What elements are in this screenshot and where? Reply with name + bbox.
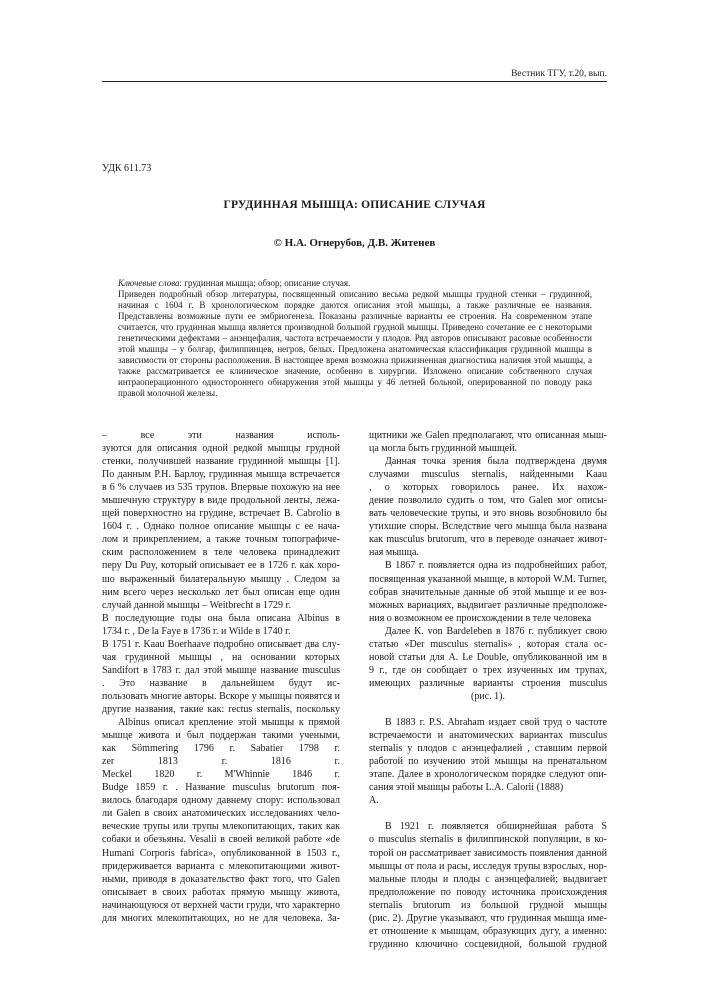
text-line: посвященная указанной мышце, в которой W.M. Turner, (369, 573, 607, 585)
text-line: ет отношение к мышцам, образующих дугу, а именно: (369, 925, 607, 937)
text-line: Далее K. von Bardeleben в 1876 г. публикует свою (385, 625, 607, 637)
text-line: Данная точка зрения была подтверждена двумя (385, 456, 607, 468)
article-authors: © Н.А. Огнерубов, Д.В. Житенев (273, 237, 436, 249)
text-line: утихшие споры. Вследствие чего мышца была названа (369, 521, 607, 533)
abstract (118, 278, 592, 399)
body-column-right (369, 429, 607, 951)
text-line: sternalis у плодов с анэнцефалией , ставшим первой (369, 743, 607, 755)
text-line: ца могла быть грудинной мышцей. (369, 443, 518, 455)
text-line: 9 г., где он сообщает о трех изученных им трупах, (369, 664, 607, 676)
article-title: ГРУДИННАЯ МЫШЦА: ОПИСАНИЕ СЛУЧАЯ (223, 199, 486, 211)
text-line: (рис. 1). (471, 690, 505, 702)
text-line: Sandifort в 1783 г. дал этой мышце название musculus (102, 664, 340, 676)
text-line: предположение по поводу источника происхождения (369, 886, 607, 898)
keywords-label: Ключевые слова (118, 278, 180, 288)
udk-code: УДК 611.73 (102, 163, 152, 174)
text-line: Albinus описал крепление этой мышцы к прямой (118, 717, 340, 729)
text-line (369, 807, 607, 820)
text-line: начинающуюся от верхней части груди, что характерно (102, 899, 340, 911)
text-line: Humani Corporis fabrica», опубликованной в 1503 г., (102, 847, 340, 859)
text-line: новой статьи для A. Le Double, опубликованной им в (369, 651, 607, 663)
keywords-line (118, 278, 592, 289)
text-line: По данным Р.Н. Барлоу, грудинная мышца встречается (102, 469, 340, 481)
abstract-text: Приведен подробный обзор литературы, посвященный описанию весьма редкой мышцы грудной стенки – грудинной, начиная с 1604 г. В хронологическом порядке даются описания этой мышцы, а также различные ее названия. Представлены возможные пути ее эмбриогенеза. Показаны различные варианты ее строения. На современном этапе считается, что грудинная мышца является производной большой грудной мышцы. Приведено сочетание ее с некоторыми генетическими дефектами – анэнцефалия, частота встречаемости у плодов. Ряд авторов описывают расовые особенности этой мышцы – у болгар, филиппинцев, негров, белых. Предложена анатомическая классификация грудинной мышцы в зависимости от стороны расположения. В настоящее время возможна прижизненная диагностика наличия этой мышцы, а также рассматривается ее клиническое значение, особенно в хирургии. Изложено описание собственного случая интраоперационного одностороннего обнаружения этой мышцы у 46 летней больной, оперированной по поводу рака правой молочной железы. (118, 289, 592, 398)
text-line: щитники же Galen предполагают, что описанная мыш- (369, 430, 607, 441)
body-column-left (102, 429, 340, 925)
text-line: – все эти названия исполь- (102, 430, 340, 441)
text-line: как Sömmering 1796 г. Sabatier 1798 г. (102, 743, 340, 755)
text-line: мышце живота и был поддержан такими учеными, (102, 730, 340, 742)
text-line: другие названия, такие как: rectus sternalis, поскольку (102, 703, 340, 715)
text-line: случай данной мышцы – Weitbrecht в 1729 г. (102, 599, 291, 611)
text-line: (рис. 2). Другие указывают, что грудинная мышца име- (369, 912, 607, 924)
text-line: собрав значительные данные об этой мышце и ее воз- (369, 586, 607, 598)
text-line: В 1921 г. появляется обширнейшая работа S (385, 821, 607, 833)
text-line: , о которых говорилось ранее. Их нахож- (369, 482, 607, 494)
text-line: мышечную структуру в виде продольной ленты, лежа- (102, 495, 340, 507)
text-line: В 1867 г. появляется одна из подробнейших работ, (385, 560, 607, 572)
text-line: ными, приводя в доказательство факт того, что Galen (102, 873, 340, 885)
text-line: в 6 % случаев из 535 трупов. Впервые похожую на нее (102, 482, 340, 494)
text-line: веческие трупы или трупы млекопитающих, таких как (102, 821, 340, 833)
journal-header: Вестник ТГУ, т.20, вып. (511, 69, 607, 79)
text-line: этапе. Далее в хронологическом порядке следуют опи- (369, 769, 607, 781)
text-line: лом и прикреплением, а также точным топографиче- (102, 534, 340, 546)
text-line: собаки и обезьяны. Vesalii в своей великой работе «de (102, 834, 340, 846)
text-line: вать человеческие трупы, и это вновь возобновило бы (369, 508, 607, 520)
text-line: мальные плоды и плоды с анэнцефалией; выдвигает (369, 873, 607, 885)
text-line: Budge 1859 г. . Название musculus brutorum поя- (102, 782, 340, 794)
text-line: зуются для описания одной редкой мышцы грудной (102, 443, 340, 455)
text-line (369, 703, 607, 716)
keywords-text: : грудинная мышца; обзор; описание случая. (179, 278, 351, 288)
text-line: как musculus brutorum, что в переводе означает живот- (369, 534, 607, 546)
text-line: сания этой мышцы работы L.A. Calorii (1888) (369, 782, 564, 794)
text-line: можных вариациях, выдвигает различные предположе- (369, 599, 607, 611)
text-line: для многих млекопитающих, но не для человека. За- (102, 912, 340, 924)
text-line: грудинно ключично сосцевидной, большой грудной (369, 938, 607, 950)
text-line: дение позволило судить о том, что Galen мог описы- (369, 495, 607, 507)
text-line: работой по изучению этой мышцы на пренатальном (369, 756, 607, 768)
text-line: o musculus sternalis в филиппинской популяции, в ко- (369, 834, 607, 846)
text-line: стенки, получившей название грудинной мышцы [1]. (102, 456, 340, 468)
text-line: описывает в своих работах прямую мышцу живота, (102, 886, 340, 898)
text-line: торой он рассматривает зависимость появления данной (369, 847, 607, 859)
text-line: пользовать многие авторы. Вскоре у мышцы появятся и (102, 690, 340, 702)
text-line: мышцы от пола и расы, исследуя трупы взрослых, нор- (369, 860, 607, 872)
text-line: щей поверхностно на грудине, встречает B. Cabrolio в (102, 508, 340, 520)
text-line: ния о возможном ее происхождении в теле человека (369, 612, 592, 624)
text-line: перу Du Puy, который описывает ее в 1726 г. как хоро- (102, 560, 340, 572)
text-line: шо выраженный билатеральную мышцу . Следом за (102, 573, 340, 585)
text-line: 1734 г. , De la Faye в 1736 г. и Wilde в 1740 г. (102, 625, 291, 637)
text-line: 1604 г. . Однако полное описание мышцы с ее нача- (102, 521, 340, 533)
text-line: . Это название в дальнейшем будут ис- (102, 677, 340, 689)
text-line: чая грудинной мышцы , на основании которых (102, 651, 340, 663)
header-rule (102, 81, 607, 82)
text-line: придерживается варианта с млекопитающими живот- (102, 860, 340, 872)
text-line: В 1751 г. Kaau Boerhaave подробно описывает два слу- (102, 638, 340, 650)
text-line: встречаемости и анатомических вариантах musculus (369, 730, 607, 742)
text-line: В 1883 г. P.S. Abraham издает свой труд о частоте (385, 717, 607, 729)
text-line: zer 1813 г. 1816 г. (102, 756, 340, 768)
text-line: ная мышца. (369, 547, 419, 559)
text-line: sternalis brutorum из большой грудной мышцы (369, 899, 607, 911)
text-line: Meckel 1820 г. M'Whinnie 1846 г. (102, 769, 340, 781)
text-line: A. (369, 795, 379, 807)
text-line: имеющих различные варианты строения musculus (369, 677, 607, 689)
text-line: ли Galen в своих анатомических исследованиях чело- (102, 808, 340, 820)
text-line: случаями musculus sternalis, найденными Kaau (369, 469, 607, 481)
text-line: вилось благодаря одному давнему спору: использовал (102, 795, 340, 807)
text-line: ним всего через несколько лет был описан еще один (102, 586, 340, 598)
text-line: статью «Der musculus sternalis» , которая стала ос- (369, 638, 607, 650)
text-line: ским расположением в теле человека принадлежит (102, 547, 340, 559)
text-line: В последующие годы она была описана Albinus в (102, 612, 340, 624)
